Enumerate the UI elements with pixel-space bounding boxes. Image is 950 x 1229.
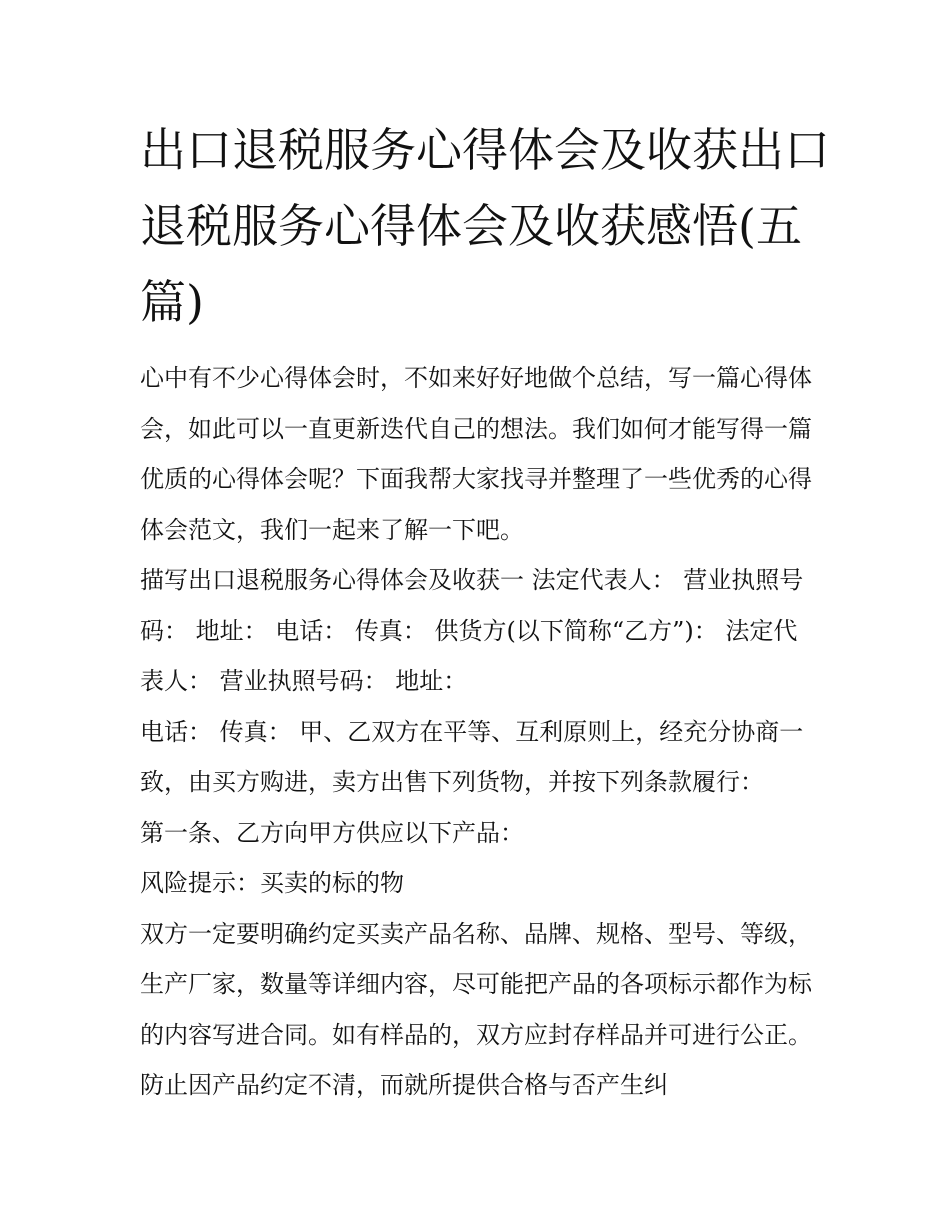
paragraph-article-one: 第一条、乙方向甲方供应以下产品： — [140, 818, 524, 847]
paragraph-risk-notice: 风险提示：买卖的标的物 — [140, 869, 404, 897]
document-body — [140, 353, 820, 1111]
document-title: 出口退税服务心得体会及收获出口退税服务心得体会及收获感悟(五篇) — [140, 123, 830, 329]
paragraph-product-details: 双方一定要明确约定买卖产品名称、品牌、规格、型号、等级，生产厂家，数量等详细内容，尽可能把产品的各项标示都作为标的内容写进合同。如有样品的，双方应封存样品并可进行公正。防止因产品约定不清，而就所提供合格与否产生纠 — [140, 919, 812, 1099]
paragraph-contract-parties: 描写出口退税服务心得体会及收获一 法定代表人： 营业执照号码： 地址： 电话： 传真： 供货方(以下简称“乙方”)： 法定代表人： 营业执照号码： 地址： — [140, 566, 804, 695]
paragraph-intro: 心中有不少心得体会时，不如来好好地做个总结，写一篇心得体会，如此可以一直更新迭代自己的想法。我们如何才能写得一篇优质的心得体会呢？下面我帮大家找寻并整理了一些优秀的心得体会范文，我们一起来了解一下吧。 — [140, 364, 812, 544]
paragraph-contract-agreement: 电话： 传真： 甲、乙双方在平等、互利原则上，经充分协商一致，由买方购进，卖方出售下列货物，并按下列条款履行： — [140, 717, 804, 796]
